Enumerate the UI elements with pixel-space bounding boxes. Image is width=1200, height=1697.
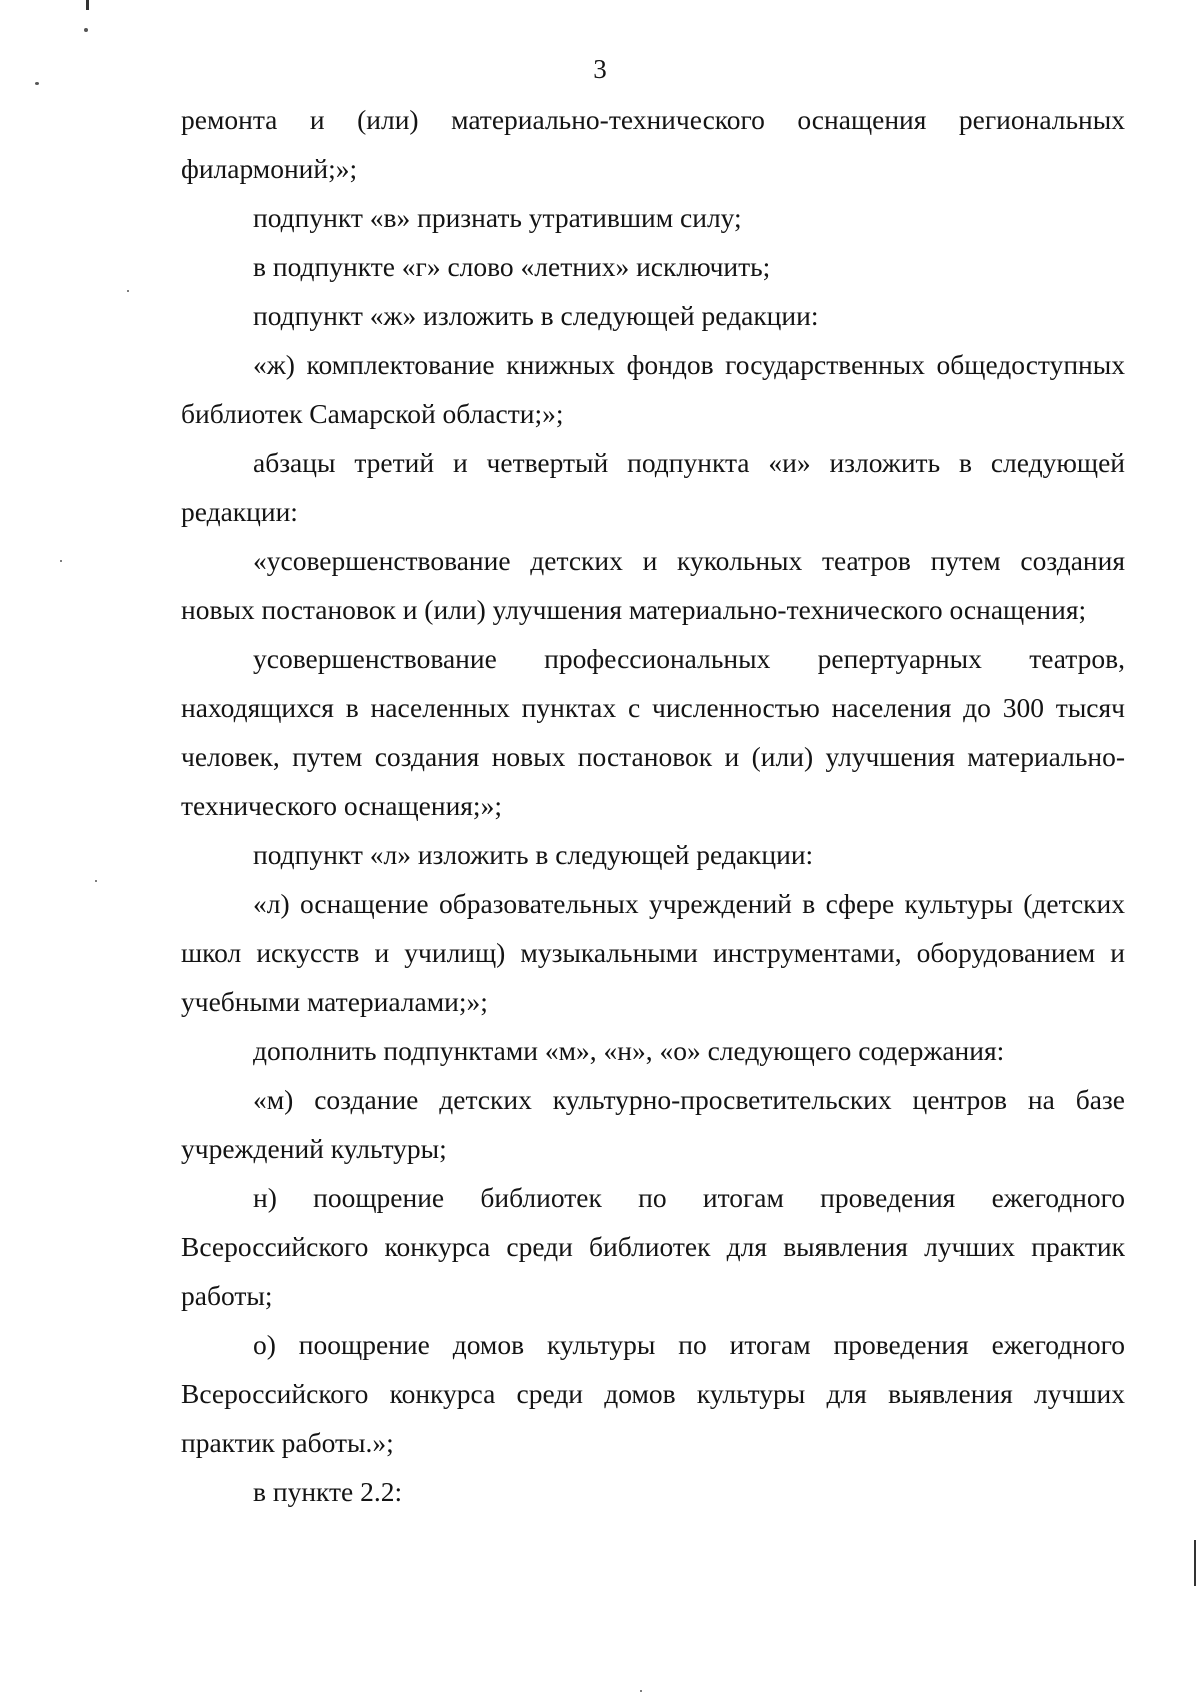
scan-speck <box>60 560 62 562</box>
scan-speck <box>35 82 39 85</box>
paragraph-14: о) поощрение домов культуры по итогам проведения ежегодного Всероссийского конкурса среди домов культуры для выявления лучших практик работы.»; <box>181 1329 1125 1458</box>
paragraph-10: «л) оснащение образовательных учреждений в сфере культуры (детских школ искусств и училищ) музыкальными инструментами, оборудованием и учебными материалами;»; <box>181 888 1125 1017</box>
paragraph-13: н) поощрение библиотек по итогам проведения ежегодного Всероссийского конкурса среди библиотек для выявления лучших практик работы; <box>181 1182 1125 1311</box>
paragraph-15: в пункте 2.2: <box>253 1476 403 1507</box>
paragraph-5: «ж) комплектование книжных фондов государственных общедоступных библиотек Самарской области;»; <box>181 349 1125 429</box>
scan-speck <box>95 880 97 882</box>
scan-speck <box>640 1690 642 1692</box>
scan-edge-mark-top <box>86 0 89 10</box>
paragraph-11: дополнить подпунктами «м», «н», «о» следующего содержания: <box>253 1035 1005 1066</box>
paragraph-7: «усовершенствование детских и кукольных театров путем создания новых постановок и (или) улучшения материально-технического оснащения; <box>181 545 1125 625</box>
paragraph-8: усовершенствование профессиональных репертуарных театров, находящихся в населенных пунктах с численностью населения до 300 тысяч человек, путем создания новых постановок и (или) улучшения материально-технического оснащения;»; <box>181 643 1125 821</box>
scan-edge-mark-right <box>1194 1540 1196 1586</box>
scan-speck <box>84 28 88 32</box>
paragraph-6: абзацы третий и четвертый подпункта «и» изложить в следующей редакции: <box>181 447 1125 527</box>
scan-speck <box>127 290 129 292</box>
paragraph-12: «м) создание детских культурно-просветительских центров на базе учреждений культуры; <box>181 1084 1125 1164</box>
paragraph-3: в подпункте «г» слово «летних» исключить; <box>253 251 771 282</box>
page-number: 3 <box>593 54 607 84</box>
paragraph-2: подпункт «в» признать утратившим силу; <box>253 202 742 233</box>
paragraph-4: подпункт «ж» изложить в следующей редакции: <box>253 300 819 331</box>
paragraph-1: ремонта и (или) материально-технического оснащения региональных филармоний;»; <box>181 104 1125 184</box>
document-body <box>181 95 1125 1516</box>
paragraph-9: подпункт «л» изложить в следующей редакции: <box>253 839 814 870</box>
